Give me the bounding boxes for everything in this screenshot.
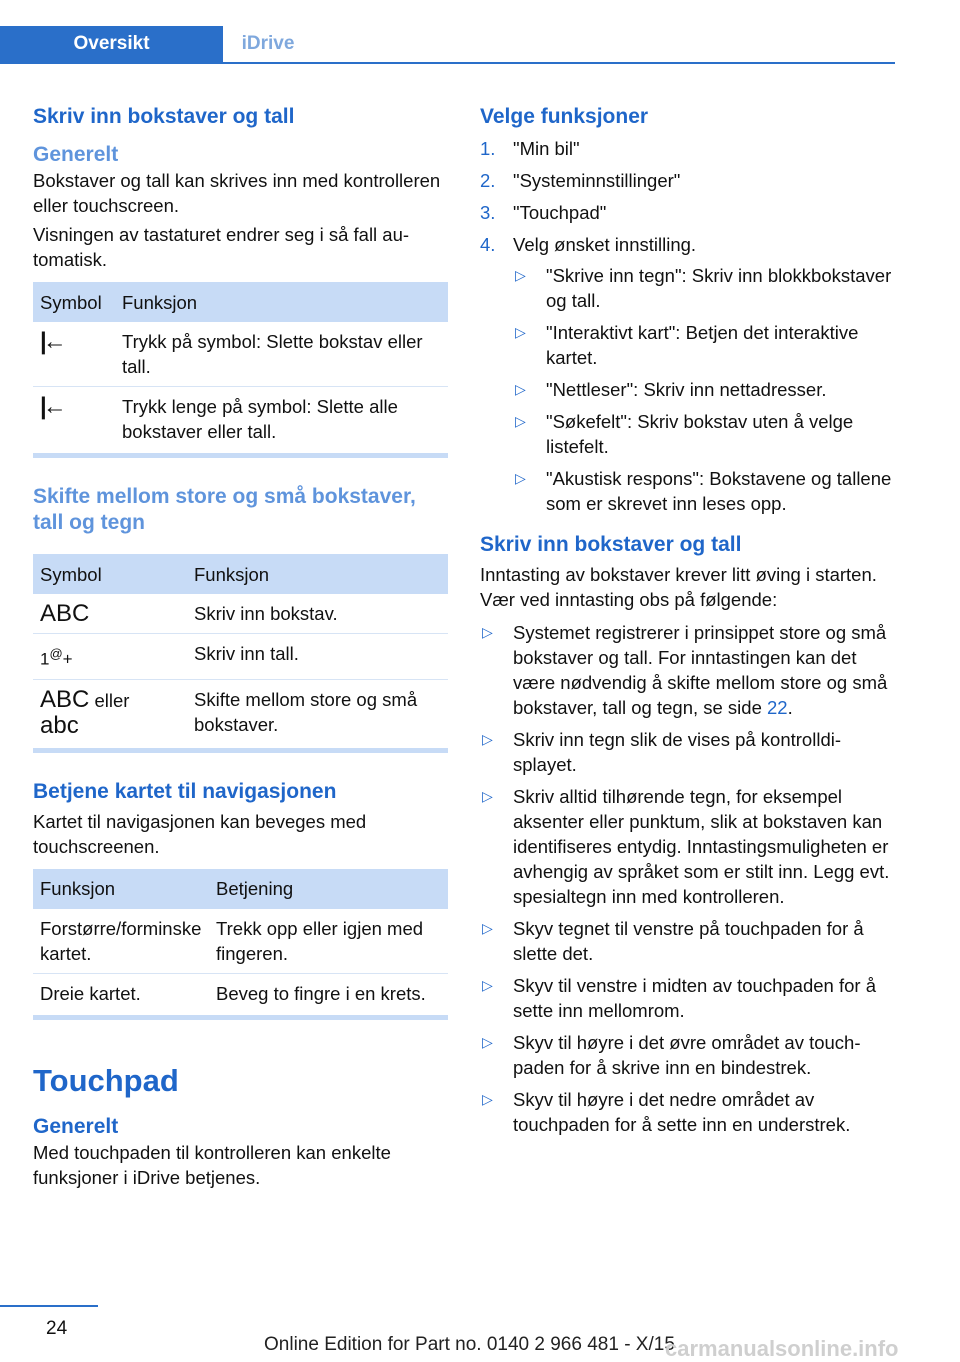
bullet-triangle-icon: ▷: [482, 1091, 493, 1107]
subsection-title: Generelt: [33, 143, 119, 166]
table-cell: Forstørre/forminske kartet.: [33, 909, 209, 974]
table-cell: Dreie kartet.: [40, 982, 141, 1004]
table-cell: Beveg to fingre i en krets.: [216, 982, 426, 1004]
right-column: [480, 100, 895, 1144]
table-row: [33, 387, 448, 452]
paragraph: Visningen av tastaturet endrer seg i så fall automatisk.: [33, 224, 410, 270]
tips-list: [480, 620, 895, 1137]
section-title: Skriv inn bokstaver og tall: [480, 533, 742, 556]
table-header-function: Funksjon: [115, 282, 448, 322]
table-row: [33, 634, 448, 680]
footer-rule: [0, 1305, 98, 1307]
paragraph: Kartet til navigasjonen kan beveges med touchscreenen.: [33, 810, 367, 857]
subsection-title: Skifte mellom store og små bokstaver, tall og tegn: [33, 485, 416, 534]
bullet-triangle-icon: ▷: [515, 324, 526, 340]
list-item: 2. "Systeminnstillinger": [480, 170, 681, 191]
bullet-triangle-icon: ▷: [515, 381, 526, 397]
edition-text: Online Edition for Part no. 0140 2 966 481 - X/15: [264, 1334, 675, 1355]
list-item: ▷ Skyv til høyre i det nedre området av touchpaden for å sette inn en understrek.: [482, 1089, 851, 1135]
table-header-function: Funksjon: [187, 554, 448, 594]
list-item: ▷ Skriv alltid tilhørende tegn, for eksempel aksenter eller punktum, slik at bokstaven kan identifiseres entydig. Inntastingsmuligheten er avhengig av språket som er stilt inn. Legg evt. spesialtegn inn med kontrolleren.: [482, 786, 890, 907]
table-row: [33, 679, 448, 746]
section-title: Skriv inn bokstaver og tall: [33, 105, 295, 128]
table-row: [33, 322, 448, 387]
list-item: ▷ Skriv inn tegn slik de vises på kontrolldisplayet.: [482, 729, 842, 775]
table-divider: [33, 453, 448, 458]
header-tabs: [0, 26, 895, 64]
list-item: 3. "Touchpad": [480, 202, 607, 223]
table-cell: Trekk opp eller igjen med fingeren.: [209, 909, 448, 974]
paragraph: Inntasting av bokstaver krever litt øving i starten. Vær ved inntasting obs på følgende:: [480, 564, 877, 610]
table-row: [33, 909, 448, 974]
table-cell: Skifte mellom store og små bokstaver.: [194, 688, 418, 735]
chapter-title: Touchpad: [33, 1062, 179, 1098]
letters-icon: ABC: [33, 594, 187, 634]
table-header-function: Funksjon: [33, 869, 209, 909]
case-toggle-icon: ABC eller abc: [40, 685, 130, 739]
table-divider: [33, 1015, 448, 1020]
table-row: [33, 973, 448, 1013]
section-title: Velge funksjoner: [480, 105, 649, 128]
table-header-operation: Betjening: [209, 869, 448, 909]
bullet-triangle-icon: ▷: [515, 413, 526, 429]
table-header-symbol: Symbol: [33, 554, 187, 594]
table-divider: [33, 748, 448, 753]
table-cell: Skriv inn tall.: [187, 634, 448, 680]
table-map-controls: [33, 869, 448, 1013]
table-delete-symbols: [33, 282, 448, 451]
list-item: ▷ "Interaktivt kart": Betjen det interaktive kartet.: [515, 322, 859, 368]
subsection-title: Generelt: [33, 1114, 119, 1138]
sub-list: [513, 263, 895, 516]
left-column: [33, 100, 448, 1194]
bullet-triangle-icon: ▷: [482, 977, 493, 993]
section-title: Betjene kartet til navigasjonen: [33, 779, 337, 803]
table-cell: Skriv inn bokstav.: [187, 594, 448, 634]
paragraph: Med touchpaden til kontrolleren kan enkelte funksjoner i iDrive betjenes.: [33, 1141, 391, 1188]
tab-idrive[interactable]: iDrive: [241, 33, 295, 54]
backspace-icon: |←: [40, 393, 63, 420]
bullet-triangle-icon: ▷: [482, 731, 493, 747]
list-item: ▷ Skyv til høyre i det øvre området av touchpaden for å skrive inn en bindestrek.: [482, 1032, 861, 1078]
list-item: ▷ Systemet registrerer i prinsippet store og små bokstaver og tall. For inntastingen kan det være nødvendig å skifte mellom store og små bokstaver, tall og tegn, se side 22.: [482, 622, 888, 718]
list-item: ▷ "Skrive inn tegn": Skriv inn blokkbokstaver og tall.: [515, 265, 892, 311]
list-item: 4. Velg ønsket innstilling. ▷ "Skrive inn tegn": Skriv inn blokkbokstaver og tall. ▷ "Interaktivt kart": Betjen det interaktive kartet. ▷ "Nettleser": Skriv inn nettadresser. ▷ "Søkefelt": Skriv bokstav uten å velge listefelt. ▷ "Akustisk respons": Bokstavene og tallene som er skrevet inn leses opp.: [480, 232, 895, 516]
bullet-triangle-icon: ▷: [482, 624, 493, 640]
backspace-icon: |←: [33, 322, 115, 387]
table-cell: Trykk lenge på symbol: Slette alle bokstaver eller tall.: [122, 396, 398, 442]
bullet-triangle-icon: ▷: [482, 1034, 493, 1050]
page-number: 24: [46, 1318, 68, 1339]
list-item: ▷ Skyv til venstre i midten av touchpaden for å sette inn mellomrom.: [482, 975, 876, 1021]
bullet-triangle-icon: ▷: [482, 920, 493, 936]
watermark: carmanualsonline.info: [665, 1336, 899, 1361]
tab-oversikt[interactable]: Oversikt: [0, 26, 223, 62]
steps-list: [480, 136, 895, 516]
list-item: ▷ "Nettleser": Skriv inn nettadresser.: [515, 379, 827, 400]
page-link[interactable]: 22: [767, 697, 788, 718]
table-cell: Trykk på symbol: Slette bokstav eller tall.: [115, 322, 448, 387]
paragraph: Bokstaver og tall kan skrives inn med kontrolleren eller touchscreen.: [33, 170, 441, 216]
bullet-triangle-icon: ▷: [482, 788, 493, 804]
table-input-modes: [33, 554, 448, 746]
bullet-triangle-icon: ▷: [515, 470, 526, 486]
table-row: [33, 594, 448, 634]
list-item: ▷ "Akustisk respons": Bokstavene og tallene som er skrevet inn leses opp.: [515, 468, 892, 514]
list-item: ▷ "Søkefelt": Skriv bokstav uten å velge listefelt.: [515, 411, 854, 457]
numbers-icon: 1@+: [33, 634, 187, 680]
bullet-triangle-icon: ▷: [515, 267, 526, 283]
list-item: 1. "Min bil": [480, 138, 580, 159]
table-header-symbol: Symbol: [33, 282, 115, 322]
list-item: ▷ Skyv tegnet til venstre på touchpaden for å slette det.: [482, 918, 864, 964]
